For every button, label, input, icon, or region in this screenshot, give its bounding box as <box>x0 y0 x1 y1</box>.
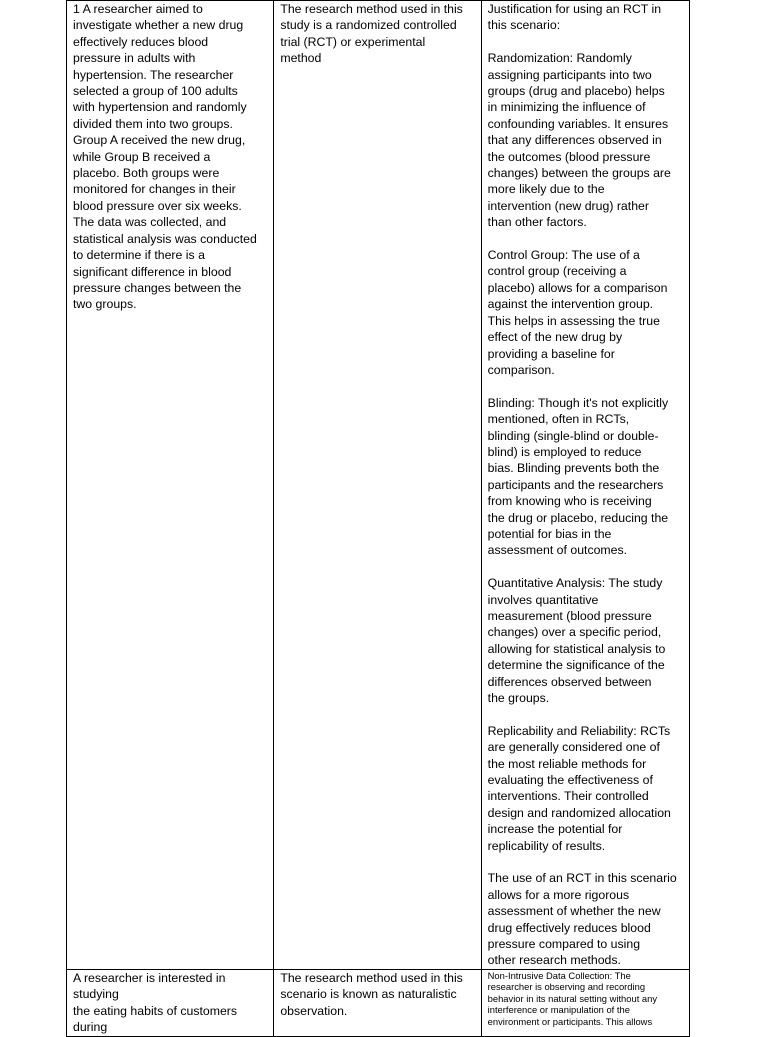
scenario-text: 1 A researcher aimed to investigate whether a new drug effectively reduces blood pressure in adults with hypertension. The researcher selected a group of 100 adults with hypertension and randomly divided them into two groups. Group A received the new drug, while Group B received a placebo. Both groups were monitored for changes in their blood pressure over six weeks. The data was collected, and statistical analysis was conducted to determine if there is a significant difference in blood pressure changes between the two groups. <box>73 2 257 312</box>
justification-text: Non-Intrusive Data Collection: The researcher is observing and recording behavior in its natural setting without any interference or manipulation of the environment or participants. This allows <box>487 969 658 1027</box>
method-text: The research method used in this scenario is known as naturalistic observation. <box>280 970 463 1018</box>
method-text: The research method used in this study is a randomized controlled trial (RCT) or experimental method <box>280 2 463 66</box>
method-cell <box>274 1 481 970</box>
justification-control-group: Control Group: The use of a control group (receiving a placebo) allows for a comparison against the intervention group. This helps in assessing the true effect of the new drug by providing a baseline for comparison. <box>487 248 668 377</box>
justification-randomization: Randomization: Randomly assigning participants into two groups (drug and placebo) helps in minimizing the influence of confounding variables. It ensures that any differences observed in the outcomes (blood pressure changes) between the groups are more likely due to the intervention (new drug) rather than other factors. <box>487 51 671 230</box>
research-methods-table <box>66 0 690 1037</box>
justification-replicability: Replicability and Reliability: RCTs are generally considered one of the most reliable methods for evaluating the effectiveness of interventions. Their controlled design and randomized allocation increase the potential for replicability of results. <box>487 723 671 853</box>
justification-intro: Justification for using an RCT in this scenario: <box>487 2 662 33</box>
justification-blinding: Blinding: Though it's not explicitly mentioned, often in RCTs, blinding (single-blind or double- blind) is employed to reduce bias. Blinding prevents both the participants and the researchers from knowing who is receiving the drug or placebo, reducing the potential for bias in the assessment of outcomes. <box>487 395 669 558</box>
justification-cell <box>481 1 689 970</box>
table-row <box>67 1 690 970</box>
table-row <box>67 969 690 1036</box>
method-cell <box>274 969 481 1036</box>
justification-conclusion: The use of an RCT in this scenario allows for a more rigorous assessment of whether the new drug effectively reduces blood pressure compared to using other research methods. <box>487 871 677 968</box>
scenario-cell <box>67 969 274 1036</box>
justification-quantitative-analysis: Quantitative Analysis: The study involves quantitative measurement (blood pressure changes) over a specific period, allowing for statistical analysis to determine the significance of the differences observed between the groups. <box>487 576 666 705</box>
scenario-text: A researcher is interested in studying the eating habits of customers during <box>73 970 238 1035</box>
justification-cell <box>481 969 689 1036</box>
scenario-cell <box>67 1 274 970</box>
